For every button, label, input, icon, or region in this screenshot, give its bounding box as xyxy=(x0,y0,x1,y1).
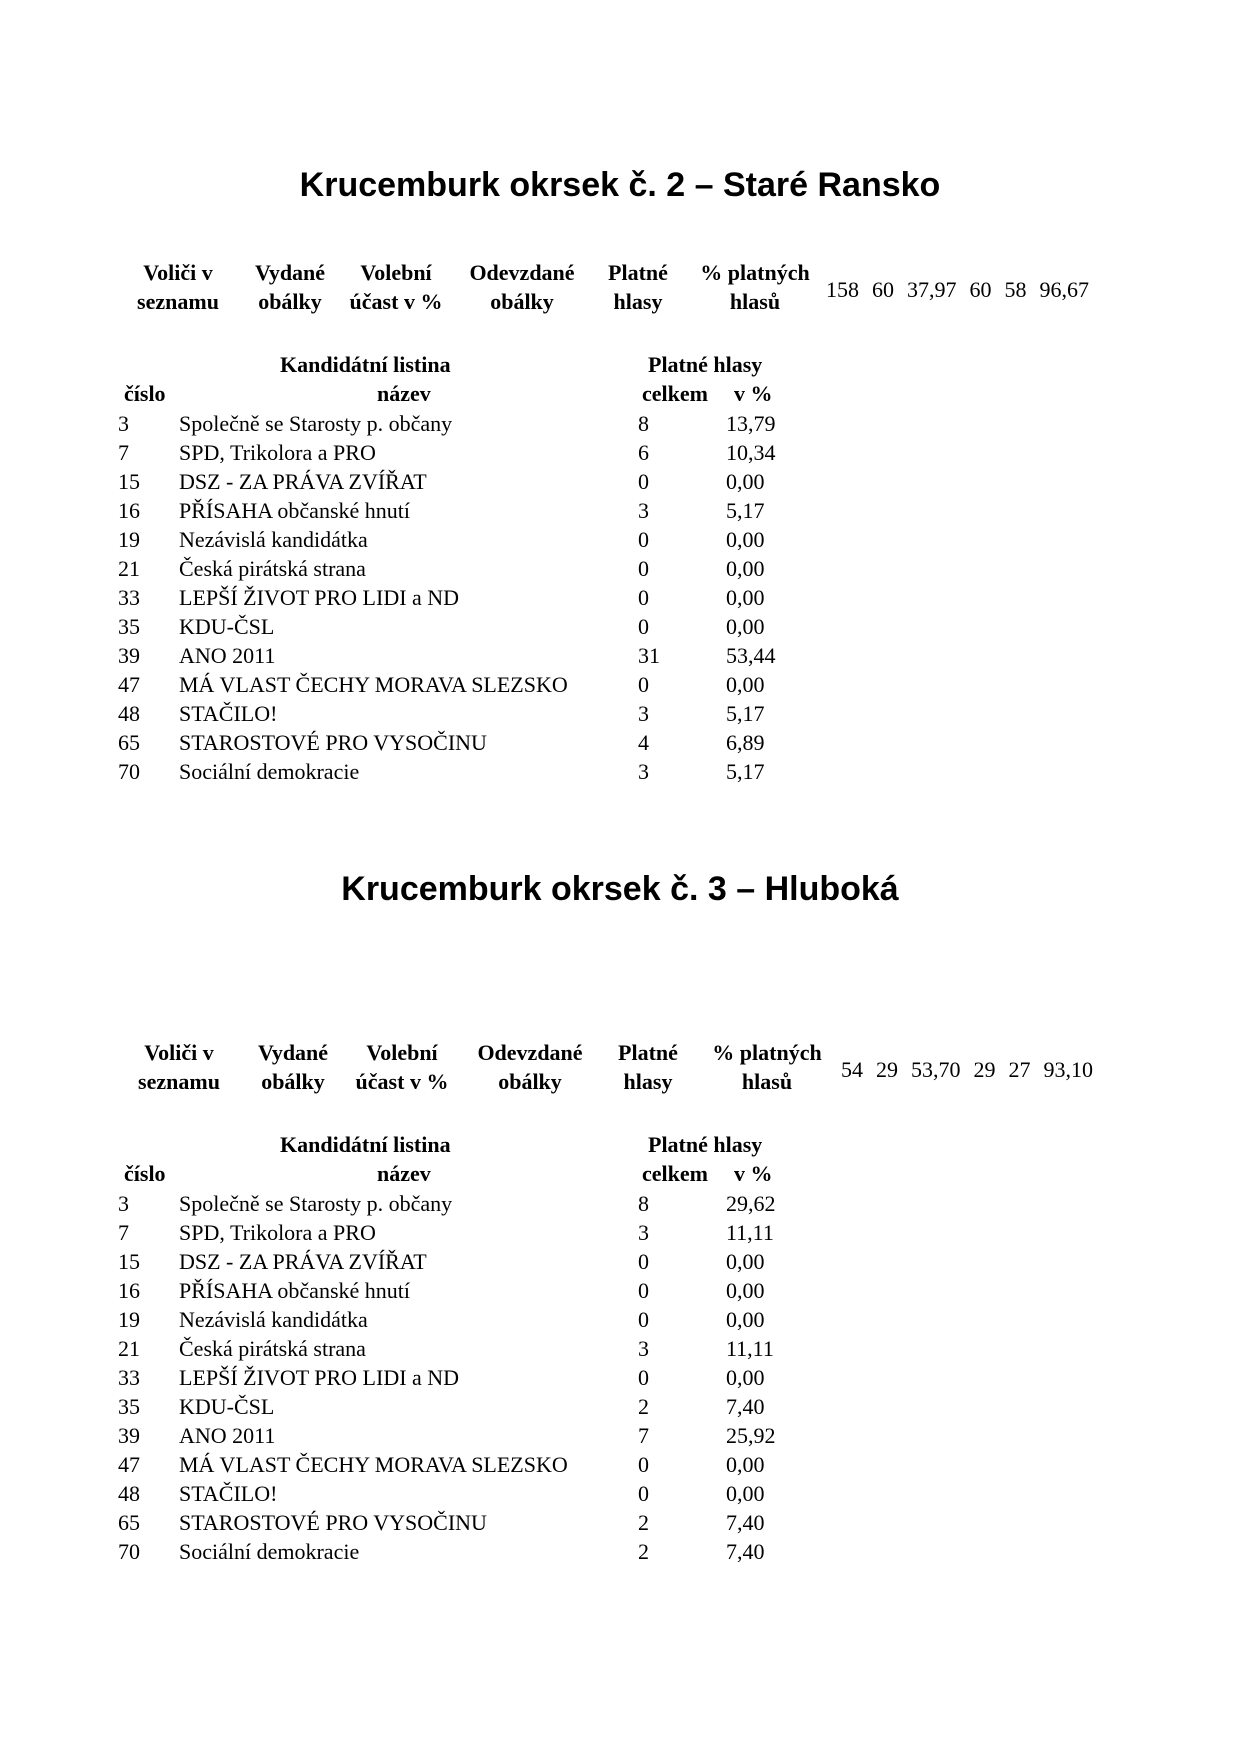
summary-header-valid: Platné hlasy xyxy=(618,1040,678,1094)
party-percent: 53,44 xyxy=(726,643,776,668)
party-name: KDU-ČSL xyxy=(179,1394,275,1419)
party-number: 35 xyxy=(118,1394,140,1419)
party-name: DSZ - ZA PRÁVA ZVÍŘAT xyxy=(179,469,427,494)
header-name: název xyxy=(377,381,431,406)
table-row xyxy=(0,1189,1240,1218)
table-row xyxy=(0,728,1240,757)
party-number: 19 xyxy=(118,527,140,552)
party-votes: 0 xyxy=(638,585,649,610)
party-name: SPD, Trikolora a PRO xyxy=(179,1220,376,1245)
party-name: STAČILO! xyxy=(179,701,278,726)
party-votes: 0 xyxy=(638,1452,649,1477)
candidate-rows xyxy=(0,1189,1240,1566)
party-number: 48 xyxy=(118,1481,140,1506)
candidate-list-header xyxy=(0,350,1240,410)
summary-values xyxy=(826,275,1089,304)
table-row xyxy=(0,438,1240,467)
table-row xyxy=(0,1508,1240,1537)
summary-value: 29 xyxy=(973,1057,996,1082)
summary-value: 54 xyxy=(841,1057,863,1082)
table-row xyxy=(0,699,1240,728)
candidate-list-header xyxy=(0,1130,1240,1190)
table-row xyxy=(0,1334,1240,1363)
summary-value: 158 xyxy=(826,277,859,302)
party-number: 48 xyxy=(118,701,140,726)
party-number: 3 xyxy=(118,1191,129,1216)
table-row xyxy=(0,1479,1240,1508)
party-votes: 2 xyxy=(638,1539,649,1564)
table-row xyxy=(0,612,1240,641)
party-percent: 10,34 xyxy=(726,440,776,465)
party-name: Česká pirátská strana xyxy=(179,1336,366,1361)
party-number: 21 xyxy=(118,1336,140,1361)
summary-value: 58 xyxy=(1004,277,1027,302)
party-votes: 2 xyxy=(638,1510,649,1535)
party-votes: 31 xyxy=(638,643,660,668)
party-number: 3 xyxy=(118,411,129,436)
summary-header-valid: Platné hlasy xyxy=(608,260,668,314)
party-percent: 7,40 xyxy=(726,1394,765,1419)
party-name: Společně se Starosty p. občany xyxy=(179,1191,453,1216)
summary-value: 37,97 xyxy=(907,277,957,302)
party-name: STAROSTOVÉ PRO VYSOČINU xyxy=(179,1510,487,1535)
table-row xyxy=(0,1276,1240,1305)
party-number: 7 xyxy=(118,1220,129,1245)
summary-header-turnout: Volební účast v % xyxy=(349,260,443,314)
party-votes: 0 xyxy=(638,1307,649,1332)
party-number: 47 xyxy=(118,672,140,697)
party-votes: 0 xyxy=(638,1365,649,1390)
party-percent: 13,79 xyxy=(726,411,776,436)
table-row xyxy=(0,757,1240,786)
table-row xyxy=(0,409,1240,438)
party-name: Česká pirátská strana xyxy=(179,556,366,581)
party-votes: 0 xyxy=(638,1278,649,1303)
summary-header-valid-pct: % platných hlasů xyxy=(700,260,810,314)
summary-value: 53,70 xyxy=(911,1057,961,1082)
table-row xyxy=(0,583,1240,612)
party-name: Sociální demokracie xyxy=(179,1539,360,1564)
party-votes: 3 xyxy=(638,759,649,784)
party-percent: 29,62 xyxy=(726,1191,776,1216)
header-valid-votes: Platné hlasy xyxy=(648,352,763,377)
party-name: PŘÍSAHA občanské hnutí xyxy=(179,498,410,523)
party-votes: 0 xyxy=(638,614,649,639)
summary-values xyxy=(841,1055,1093,1084)
party-percent: 0,00 xyxy=(726,585,765,610)
summary-table xyxy=(0,258,1240,328)
party-name: ANO 2011 xyxy=(179,643,276,668)
table-row xyxy=(0,1218,1240,1247)
table-row xyxy=(0,641,1240,670)
table-row xyxy=(0,1363,1240,1392)
party-percent: 11,11 xyxy=(726,1220,774,1245)
party-votes: 3 xyxy=(638,701,649,726)
party-name: PŘÍSAHA občanské hnutí xyxy=(179,1278,410,1303)
party-percent: 0,00 xyxy=(726,1481,765,1506)
party-percent: 0,00 xyxy=(726,469,765,494)
party-percent: 0,00 xyxy=(726,614,765,639)
party-percent: 5,17 xyxy=(726,759,765,784)
party-percent: 11,11 xyxy=(726,1336,774,1361)
party-percent: 5,17 xyxy=(726,498,765,523)
summary-header-returned: Odevzdané obálky xyxy=(477,1040,583,1094)
party-number: 33 xyxy=(118,585,140,610)
party-percent: 6,89 xyxy=(726,730,765,755)
party-percent: 0,00 xyxy=(726,1452,765,1477)
party-votes: 2 xyxy=(638,1394,649,1419)
party-name: STAROSTOVÉ PRO VYSOČINU xyxy=(179,730,487,755)
party-name: Společně se Starosty p. občany xyxy=(179,411,453,436)
summary-header-voters: Voliči v seznamu xyxy=(138,1040,220,1094)
party-name: MÁ VLAST ČECHY MORAVA SLEZSKO xyxy=(179,672,568,697)
party-percent: 7,40 xyxy=(726,1510,765,1535)
party-votes: 0 xyxy=(638,1481,649,1506)
header-candidate-list: Kandidátní listina xyxy=(280,352,451,377)
party-number: 16 xyxy=(118,1278,140,1303)
party-number: 15 xyxy=(118,1249,140,1274)
summary-table xyxy=(0,1038,1240,1108)
party-percent: 0,00 xyxy=(726,1307,765,1332)
party-name: Nezávislá kandidátka xyxy=(179,527,368,552)
summary-value: 29 xyxy=(876,1057,898,1082)
party-percent: 0,00 xyxy=(726,527,765,552)
table-row xyxy=(0,1305,1240,1334)
party-percent: 0,00 xyxy=(726,1249,765,1274)
party-name: KDU-ČSL xyxy=(179,614,275,639)
table-row xyxy=(0,525,1240,554)
header-candidate-list: Kandidátní listina xyxy=(280,1132,451,1157)
party-number: 33 xyxy=(118,1365,140,1390)
party-percent: 7,40 xyxy=(726,1539,765,1564)
table-row xyxy=(0,554,1240,583)
summary-value: 27 xyxy=(1008,1057,1031,1082)
party-name: ANO 2011 xyxy=(179,1423,276,1448)
party-name: LEPŠÍ ŽIVOT PRO LIDI a ND xyxy=(179,585,460,610)
party-percent: 0,00 xyxy=(726,556,765,581)
summary-value: 93,10 xyxy=(1043,1057,1093,1082)
party-votes: 3 xyxy=(638,1336,649,1361)
section-title: Krucemburk okrsek č. 3 – Hluboká xyxy=(341,870,899,908)
party-percent: 0,00 xyxy=(726,1365,765,1390)
party-name: MÁ VLAST ČECHY MORAVA SLEZSKO xyxy=(179,1452,568,1477)
party-number: 70 xyxy=(118,1539,140,1564)
table-row xyxy=(0,496,1240,525)
header-valid-votes: Platné hlasy xyxy=(648,1132,763,1157)
summary-value: 60 xyxy=(969,277,992,302)
party-name: Sociální demokracie xyxy=(179,759,360,784)
party-votes: 3 xyxy=(638,498,649,523)
table-row xyxy=(0,1450,1240,1479)
party-number: 21 xyxy=(118,556,140,581)
party-percent: 0,00 xyxy=(726,1278,765,1303)
party-votes: 7 xyxy=(638,1423,649,1448)
party-votes: 0 xyxy=(638,469,649,494)
party-votes: 0 xyxy=(638,556,649,581)
header-total: celkem xyxy=(642,381,708,406)
party-number: 70 xyxy=(118,759,140,784)
party-number: 7 xyxy=(118,440,129,465)
summary-header-returned: Odevzdané obálky xyxy=(469,260,575,314)
party-votes: 8 xyxy=(638,411,649,436)
party-percent: 5,17 xyxy=(726,701,765,726)
summary-header-voters: Voliči v seznamu xyxy=(137,260,219,314)
table-row xyxy=(0,1247,1240,1276)
candidate-rows xyxy=(0,409,1240,786)
party-number: 16 xyxy=(118,498,140,523)
table-row xyxy=(0,1537,1240,1566)
party-votes: 3 xyxy=(638,1220,649,1245)
party-number: 35 xyxy=(118,614,140,639)
header-number: číslo xyxy=(124,381,166,406)
party-name: SPD, Trikolora a PRO xyxy=(179,440,376,465)
party-name: STAČILO! xyxy=(179,1481,278,1506)
party-percent: 0,00 xyxy=(726,672,765,697)
party-votes: 0 xyxy=(638,1249,649,1274)
party-number: 39 xyxy=(118,643,140,668)
summary-header-turnout: Volební účast v % xyxy=(355,1040,449,1094)
party-votes: 4 xyxy=(638,730,649,755)
summary-header-valid-pct: % platných hlasů xyxy=(712,1040,822,1094)
party-name: Nezávislá kandidátka xyxy=(179,1307,368,1332)
summary-header-issued: Vydané obálky xyxy=(254,260,326,314)
party-number: 65 xyxy=(118,1510,140,1535)
party-votes: 0 xyxy=(638,672,649,697)
section-title: Krucemburk okrsek č. 2 – Staré Ransko xyxy=(299,166,941,204)
header-number: číslo xyxy=(124,1161,166,1186)
summary-value: 60 xyxy=(872,277,894,302)
summary-header-issued: Vydané obálky xyxy=(257,1040,329,1094)
header-name: název xyxy=(377,1161,431,1186)
party-number: 65 xyxy=(118,730,140,755)
summary-value: 96,67 xyxy=(1039,277,1089,302)
table-row xyxy=(0,670,1240,699)
party-votes: 6 xyxy=(638,440,649,465)
party-percent: 25,92 xyxy=(726,1423,776,1448)
table-row xyxy=(0,467,1240,496)
header-total: celkem xyxy=(642,1161,708,1186)
party-name: DSZ - ZA PRÁVA ZVÍŘAT xyxy=(179,1249,427,1274)
party-number: 47 xyxy=(118,1452,140,1477)
header-percent: v % xyxy=(734,1161,773,1186)
party-number: 19 xyxy=(118,1307,140,1332)
party-votes: 8 xyxy=(638,1191,649,1216)
table-row xyxy=(0,1421,1240,1450)
table-row xyxy=(0,1392,1240,1421)
party-number: 39 xyxy=(118,1423,140,1448)
party-name: LEPŠÍ ŽIVOT PRO LIDI a ND xyxy=(179,1365,460,1390)
party-votes: 0 xyxy=(638,527,649,552)
party-number: 15 xyxy=(118,469,140,494)
header-percent: v % xyxy=(734,381,773,406)
